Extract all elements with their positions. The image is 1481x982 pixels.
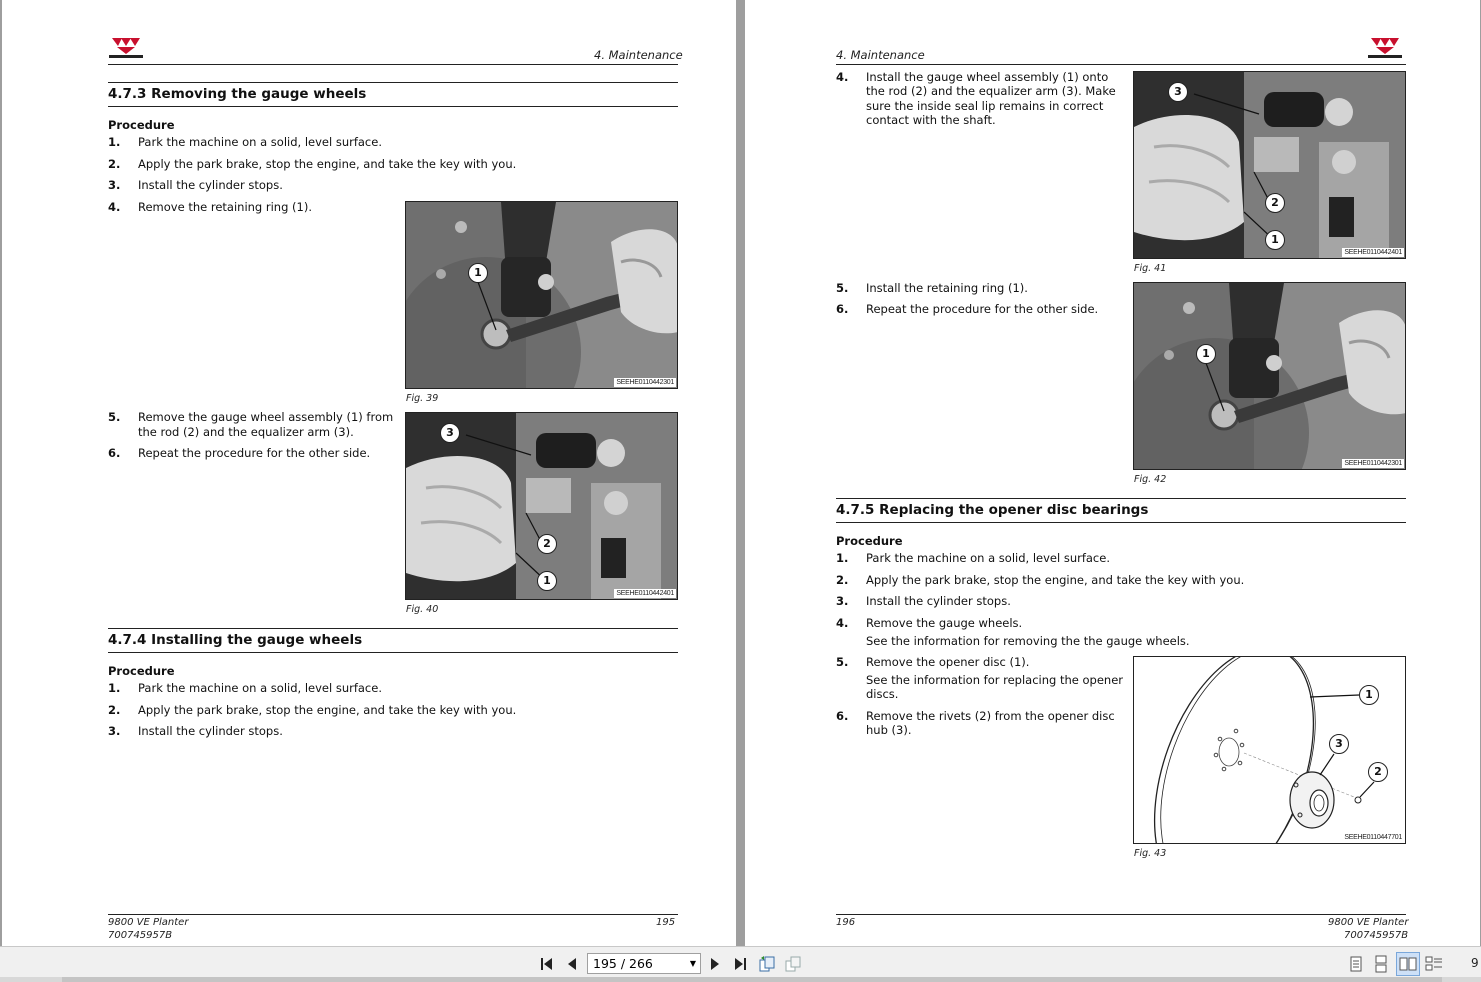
header-rule bbox=[108, 64, 678, 65]
header-rule bbox=[836, 64, 1406, 65]
figure-caption: Fig. 43 bbox=[1134, 848, 1167, 859]
footer-docnum: 700745957B bbox=[1344, 930, 1409, 941]
image-code: SEEHE0110442301 bbox=[1344, 460, 1402, 467]
footer-model: 9800 VE Planter bbox=[1328, 917, 1409, 928]
figure-41-photo bbox=[1133, 71, 1406, 259]
figure-40-photo bbox=[405, 412, 678, 600]
two-page-view-icon[interactable] bbox=[1399, 955, 1417, 973]
page-number-input[interactable] bbox=[587, 953, 701, 974]
massey-ferguson-logo bbox=[108, 36, 144, 60]
image-code: SEEHE0110447701 bbox=[1344, 834, 1402, 841]
figure-caption: Fig. 42 bbox=[1134, 474, 1167, 485]
callout-3: 3 bbox=[1168, 82, 1188, 102]
footer-page-number: 196 bbox=[836, 917, 856, 928]
footer-model: 9800 VE Planter bbox=[108, 917, 189, 928]
footer-rule bbox=[836, 914, 1406, 915]
procedure-heading: Procedure bbox=[836, 534, 903, 548]
callout-3: 3 bbox=[440, 423, 460, 443]
figure-43-drawing bbox=[1133, 656, 1406, 844]
callout-1: 1 bbox=[1196, 344, 1216, 364]
procedure-heading: Procedure bbox=[108, 664, 175, 678]
section-rule-top bbox=[108, 628, 678, 629]
section-title: 4.7.5 Replacing the opener disc bearings bbox=[836, 502, 1149, 518]
figure-caption: Fig. 39 bbox=[406, 393, 439, 404]
single-page-view-icon[interactable] bbox=[1347, 955, 1365, 973]
callout-1: 1 bbox=[1359, 685, 1379, 705]
figure-caption: Fig. 40 bbox=[406, 604, 439, 615]
image-code: SEEHE0110442401 bbox=[616, 590, 674, 597]
previous-page-icon[interactable] bbox=[563, 955, 581, 973]
zoom-level-partial[interactable]: 9 bbox=[1471, 956, 1479, 970]
page-196: 4. Maintenance 4. Install the gauge wheel assembly (1) onto the rod (2) and the equalizer arm (3). Make sure the inside seal lip remains in correct contact with the shaft. 3 2 1 SEEHE0110442401 Fig. 41 5. Install the retaining ring (1). 6. Repeat the procedure for the other side. 1 SEEHE0110442301 Fig. 42 4.7.5 Replacing the opener disc bearings Procedure 1. Park the machine on a solid, level surface. 2. Apply the park brake, stop the engine, and take the key with you. 3. Install the cylinder stops. 4. Remove the gauge wheels. See the information for removing the the gauge wheels. 5. Remove the opener disc (1). See the information for replacing the opener discs. 6. Remove the rivets (2) from the opener disc hub (3). 1 3 2 SEEHE0110447701 Fig. 43 196 9800 VE Planter 700745957B bbox=[745, 0, 1480, 946]
section-title: 4.7.3 Removing the gauge wheels bbox=[108, 86, 367, 102]
last-page-icon[interactable] bbox=[731, 955, 749, 973]
callout-2: 2 bbox=[537, 534, 557, 554]
callout-2: 2 bbox=[1265, 193, 1285, 213]
continuous-view-icon[interactable] bbox=[1372, 955, 1390, 973]
section-title: 4.7.4 Installing the gauge wheels bbox=[108, 632, 363, 648]
thumbnail-view-icon[interactable] bbox=[1425, 955, 1443, 973]
figure-caption: Fig. 41 bbox=[1134, 263, 1167, 274]
next-page-icon[interactable] bbox=[706, 955, 724, 973]
callout-3: 3 bbox=[1329, 734, 1349, 754]
section-rule-bottom bbox=[836, 522, 1406, 523]
footer-rule bbox=[108, 914, 678, 915]
page-header-title: 4. Maintenance bbox=[594, 48, 683, 62]
page-195: 4. Maintenance 4.7.3 Removing the gauge wheels Procedure 1. Park the machine on a solid, level surface. 2. Apply the park brake, stop the engine, and take the key with you. 3. Install the cylinder stops. 4. Remove the retaining ring (1). 1 SEEHE0110442301 Fig. 39 5. Remove the gauge wheel assembly (1) from the rod (2) and the equalizer arm (3). 6. Repeat the procedure for the other side. 3 2 1 SEEHE0110442401 Fig. 40 4.7.4 Installing the gauge wheels Procedure 1. Park the machine on a solid, level surface. 2. Apply the park brake, stop the engine, and take the key with you. 3. Install the cylinder stops. 9800 VE Planter 700745957B 195 bbox=[2, 0, 736, 946]
callout-1: 1 bbox=[468, 263, 488, 283]
procedure-heading: Procedure bbox=[108, 118, 175, 132]
figure-39-photo bbox=[405, 201, 678, 389]
massey-ferguson-logo bbox=[1367, 36, 1403, 60]
scrollbar-thumb[interactable] bbox=[62, 977, 1442, 982]
section-rule-bottom bbox=[108, 652, 678, 653]
figure-42-photo bbox=[1133, 282, 1406, 470]
page-header-title: 4. Maintenance bbox=[836, 48, 925, 62]
callout-1: 1 bbox=[1265, 230, 1285, 250]
image-code: SEEHE0110442301 bbox=[616, 379, 674, 386]
footer-docnum: 700745957B bbox=[108, 930, 173, 941]
section-rule-bottom bbox=[108, 106, 678, 107]
image-code: SEEHE0110442401 bbox=[1344, 249, 1402, 256]
rotate-icon[interactable] bbox=[758, 955, 776, 973]
copy-icon[interactable] bbox=[784, 955, 802, 973]
section-rule-top bbox=[108, 82, 678, 83]
callout-2: 2 bbox=[1368, 762, 1388, 782]
page-indicator-text: 195 / 266 bbox=[593, 956, 653, 971]
callout-1: 1 bbox=[537, 571, 557, 591]
first-page-icon[interactable] bbox=[538, 955, 556, 973]
section-rule-top bbox=[836, 498, 1406, 499]
chevron-down-icon[interactable]: ▼ bbox=[689, 959, 696, 968]
footer-page-number: 195 bbox=[656, 917, 676, 928]
